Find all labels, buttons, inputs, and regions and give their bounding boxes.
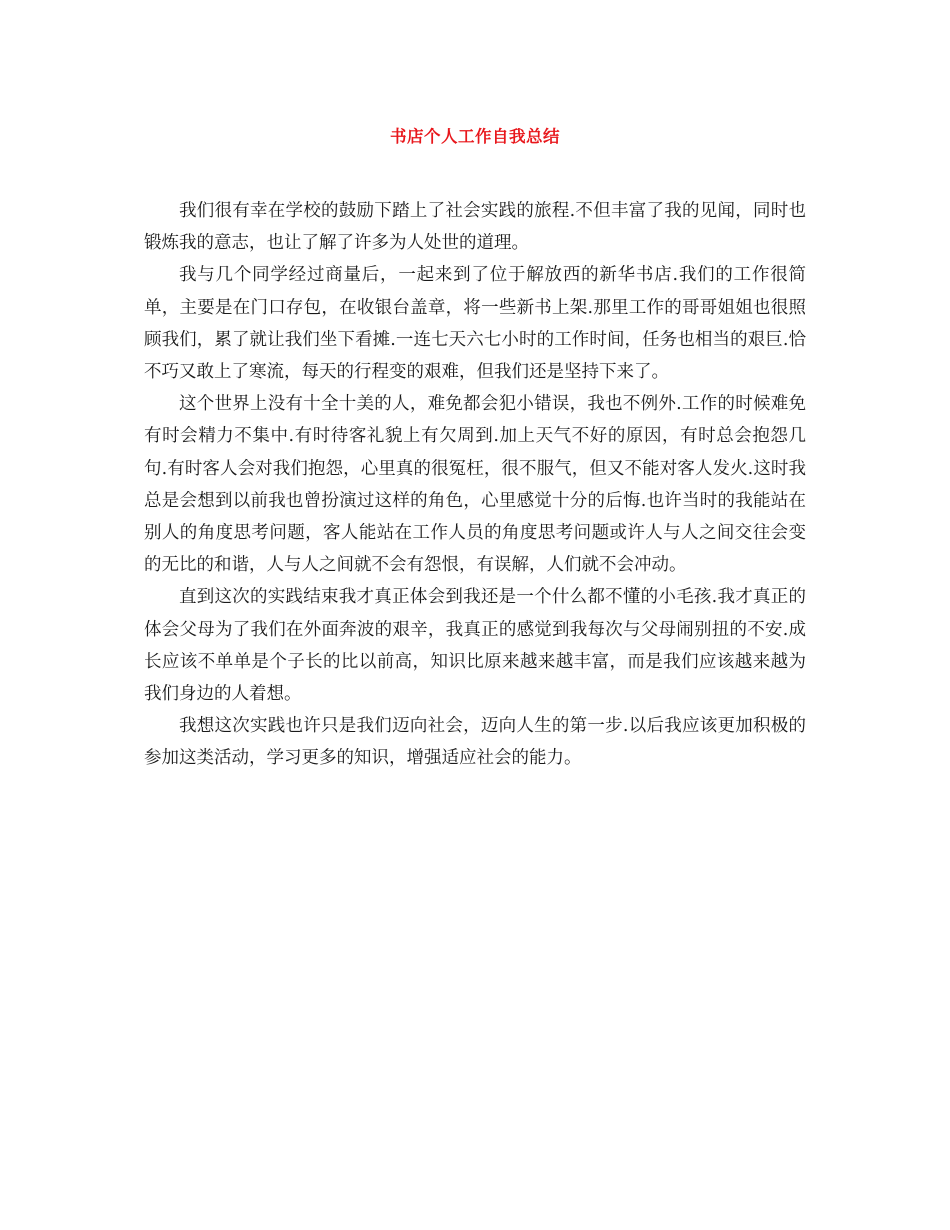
- document-body: [144, 195, 806, 775]
- paragraph-3: 这个世界上没有十全十美的人，难免都会犯小错误，我也不例外.工作的时候难免有时会精力不集中.有时待客礼貌上有欠周到.加上天气不好的原因，有时总会抱怨几句.有时客人会对我们抱怨，心里真的很冤枉，很不服气，但又不能对客人发火.这时我总是会想到以前我也曾扮演过这样的角色，心里感觉十分的后悔.也许当时的我能站在别人的角度思考问题，客人能站在工作人员的角度思考问题或许人与人之间交往会变的无比的和谐，人与人之间就不会有怨恨，有误解，人们就不会冲动。: [144, 394, 806, 576]
- paragraph-4: 直到这次的实践结束我才真正体会到我还是一个什么都不懂的小毛孩.我才真正的体会父母为了我们在外面奔波的艰辛，我真正的感觉到我每次与父母闹别扭的不安.成长应该不单单是个子长的比以前高，知识比原来越来越丰富，而是我们应该越来越为我们身边的人着想。: [144, 587, 806, 705]
- paragraph-2: 我与几个同学经过商量后，一起来到了位于解放西的新华书店.我们的工作很简单，主要是在门口存包，在收银台盖章，将一些新书上架.那里工作的哥哥姐姐也很照顾我们，累了就让我们坐下看摊.一连七天六七小时的工作时间，任务也相当的艰巨.恰不巧又敢上了寒流，每天的行程变的艰难，但我们还是坚持下来了。: [144, 265, 806, 383]
- document-title: 书店个人工作自我总结: [390, 127, 560, 146]
- paragraph-1: 我们很有幸在学校的鼓励下踏上了社会实践的旅程.不但丰富了我的见闻，同时也锻炼我的意志，也让了解了许多为人处世的道理。: [144, 201, 806, 254]
- paragraph-5: 我想这次实践也许只是我们迈向社会，迈向人生的第一步.以后我应该更加积极的参加这类活动，学习更多的知识，增强适应社会的能力。: [144, 716, 806, 769]
